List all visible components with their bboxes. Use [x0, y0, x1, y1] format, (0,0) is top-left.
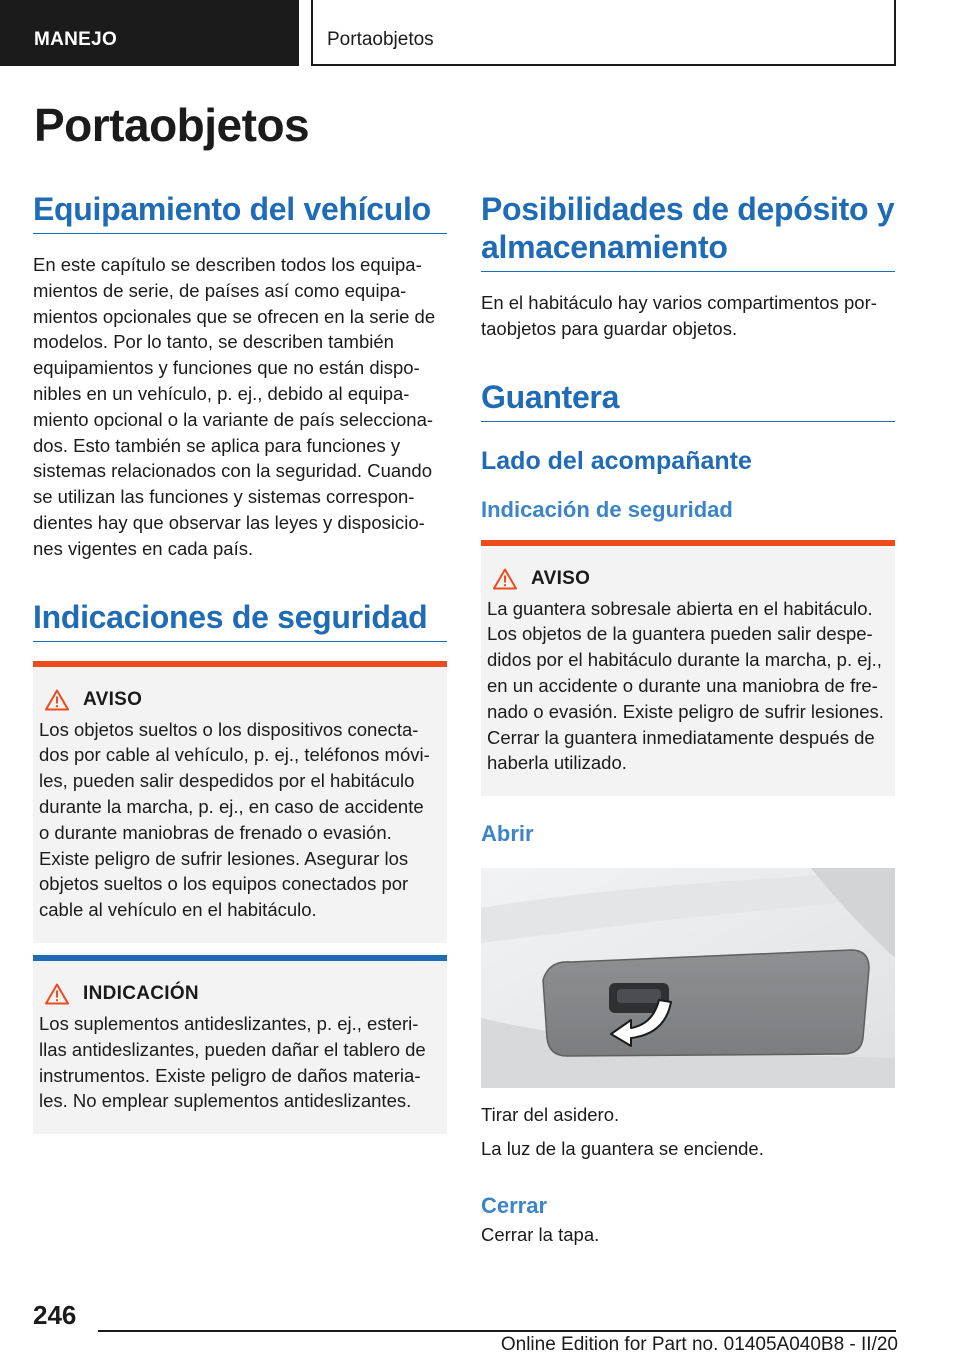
page-header [0, 0, 960, 66]
equipment-heading: Equipamiento del vehículo [33, 190, 447, 234]
open-step-2: La luz de la guantera se enciende. [481, 1137, 764, 1159]
passenger-side-heading: Lado del acompañante [481, 446, 752, 475]
close-text: Cerrar la tapa. [481, 1223, 600, 1245]
glovebox-warning-box [481, 540, 895, 797]
warning-triangle-icon [45, 983, 69, 1005]
storage-heading: Posibilidades de depósito y almacenamiento [481, 190, 895, 272]
notice-label: INDICACIÓN [83, 982, 199, 1004]
warning-label: AVISO [83, 688, 143, 710]
warning-box [33, 661, 447, 943]
glovebox-photo [481, 868, 895, 1088]
glovebox-heading: Guantera [481, 378, 895, 422]
warning-triangle-icon [493, 568, 517, 590]
edition-note: Online Edition for Part no. 01405A040B8 - II/20 [500, 1334, 898, 1355]
right-column [481, 190, 895, 1248]
page-tab: Portaobjetos [311, 0, 896, 66]
page-title: Portaobjetos [34, 99, 310, 151]
left-column [33, 190, 447, 1134]
safety-note-heading: Indicación de seguridad [481, 496, 733, 522]
glovebox-warning-text: La guantera sobresale abierta en el habitáculo. Los objetos de la guantera pueden salir despe- didos por el habitáculo durante la marcha, p. ej., en un accidente o durante una maniobra de fre- nado o evasión. Existe peligro de sufrir lesiones. Cerrar la guantera inmediatamente después de haberla utilizado. [487, 597, 884, 774]
notice-box [33, 955, 447, 1134]
page-number: 246 [33, 1300, 77, 1330]
open-step-1: Tirar del asidero. [481, 1104, 620, 1126]
open-heading: Abrir [481, 821, 534, 847]
warning-triangle-icon [45, 689, 69, 711]
warning-text: Los objetos sueltos o los dispositivos conecta- dos por cable al vehículo, p. ej., teléfonos móvi- les, pueden salir despedidos por el habitáculo durante la marcha, p. ej., en caso de accidente o durante maniobras de frenado o evasión. Existe peligro de sufrir lesiones. Asegurar los objetos sueltos o los equipos conectados por cable al vehículo en el habitáculo. [39, 718, 430, 921]
equipment-text: En este capítulo se describen todos los equipa- mientos de serie, de países así como equipa- mientos opcionales que se ofrecen en la serie de modelos. Por lo tanto, se describen también equipamientos y funciones que no están dispo- nibles en un vehículo, p. ej., debido al equipa- miento opcional o la variante de país selecciona- dos. Esto también se aplica para funciones y sistemas relacionados con la seguridad. Cuando se utilizan las funciones y sistemas correspon- dientes hay que observar las leyes y disposicio- nes vigentes en cada país. [33, 254, 436, 559]
section-tab: MANEJO [0, 0, 299, 66]
warning-label: AVISO [531, 567, 591, 589]
storage-text: En el habitáculo hay varios compartimentos por- taobjetos para guardar objetos. [481, 292, 877, 339]
notice-text: Los suplementos antideslizantes, p. ej., esteri- llas antideslizantes, pueden dañar el tablero de instrumentos. Existe peligro de daños materia- les. No emplear suplementos antideslizantes. [39, 1012, 426, 1112]
safety-heading: Indicaciones de seguridad [33, 598, 447, 642]
close-heading: Cerrar [481, 1192, 548, 1218]
